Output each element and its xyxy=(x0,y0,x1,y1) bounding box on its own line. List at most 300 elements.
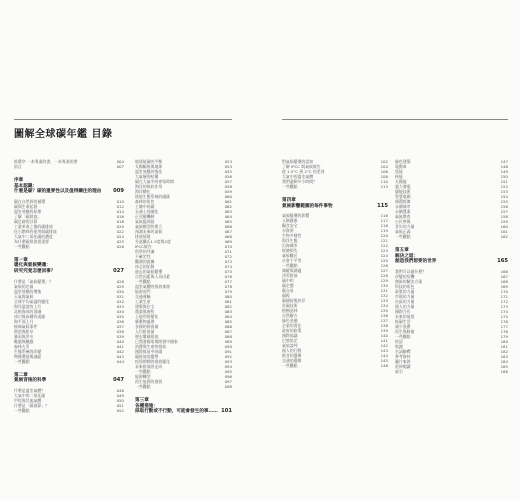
section-heading-line: 創造我們想要的世界 xyxy=(395,259,437,265)
toc-entry-page: 133 xyxy=(380,298,388,304)
section-spacer xyxy=(395,239,508,248)
toc-entry-title: 負碳技術 xyxy=(282,303,298,309)
toc-entry-page: 067 xyxy=(224,229,232,234)
toc-entry-title: 溫室效應的原理 xyxy=(14,208,42,214)
toc-entry-page: 069 xyxy=(224,239,232,244)
section-page-number: 115 xyxy=(377,202,388,209)
toc-entry-title: 國際協議 xyxy=(282,333,298,339)
toc-entry-title: 了解 IPCC 與氣候報告 xyxy=(282,164,321,169)
toc-entry-page: 136 xyxy=(380,313,388,319)
toc-entry-title: 永續農業 xyxy=(395,209,411,214)
toc-entry-page: 167 xyxy=(500,273,508,279)
toc-entry-page: 020 xyxy=(116,223,124,229)
toc-entry-page: 094 xyxy=(224,364,232,369)
toc-entry-page: 093 xyxy=(224,359,232,364)
toc-entry-title: 國際合作 xyxy=(395,308,411,314)
toc-entry-page: 030 xyxy=(116,288,124,294)
toc-entry-page: 085 xyxy=(224,319,232,324)
toc-entry xyxy=(395,234,508,239)
toc-entry-page: 173 xyxy=(500,303,508,309)
toc-entry-page: 068 xyxy=(224,234,232,239)
toc-entry-title: 建築與住宅 xyxy=(135,304,155,309)
toc-entry-title: 工業生產 xyxy=(135,299,151,304)
toc-entry-title: 生態系統的改變 xyxy=(14,348,42,354)
toc-entry-page: 152 xyxy=(500,184,508,189)
section-spacer xyxy=(14,169,124,178)
toc-entry-title: 一些觀點 xyxy=(14,358,30,364)
toc-entry-page: 178 xyxy=(500,328,508,334)
toc-entry-title: 結語 xyxy=(395,338,403,344)
toc-entry-title: 公民參與 xyxy=(395,219,411,224)
toc-entry-page: 090 xyxy=(224,344,232,349)
toc-entry-page: 146 xyxy=(380,363,388,369)
toc-entry-page: 035 xyxy=(116,313,124,319)
toc-entry-page: 148 xyxy=(500,164,508,169)
toc-entry-page: 079 xyxy=(224,289,232,294)
toc-entry-page: 155 xyxy=(500,199,508,204)
toc-entry-page: 084 xyxy=(224,314,232,319)
toc-entry-page: 026 xyxy=(116,243,124,249)
toc-entry-title: 名詞解釋 xyxy=(395,348,411,354)
toc-entry-page: 135 xyxy=(380,308,388,314)
toc-title: 圖解全球碳年鑑 目錄 xyxy=(14,129,113,140)
toc-entry-title: 減少浪費 xyxy=(395,323,411,329)
toc-entry-page: 162 xyxy=(500,234,508,239)
toc-entry-page: 086 xyxy=(224,324,232,329)
toc-entry-title: 已開發國家與開發中國家 xyxy=(135,339,178,344)
toc-entry-title: 太陽能 xyxy=(395,179,407,184)
toc-entry-page: 088 xyxy=(224,334,232,339)
toc-entry-page: 016 xyxy=(116,213,124,219)
toc-entry-title: 工業革命之後的碳排放 xyxy=(14,223,53,229)
toc-entry-page: 097 xyxy=(224,379,232,384)
toc-entry-title: 土地利用變化 xyxy=(135,314,159,319)
toc-entry-page: 186 xyxy=(500,368,508,374)
toc-entry-page: 042 xyxy=(116,348,124,354)
toc-entry-page: 132 xyxy=(380,293,388,299)
toc-entry-page: 141 xyxy=(380,338,388,344)
section-heading-line: 基本認識： xyxy=(14,183,37,189)
toc-entry xyxy=(135,384,232,389)
right-page-rule xyxy=(282,119,508,120)
toc-entry-title: 人均排放量 xyxy=(135,329,155,334)
toc-entry-page: 145 xyxy=(380,358,388,364)
section-spacer xyxy=(135,389,232,398)
toc-entry-page: 089 xyxy=(224,339,232,344)
toc-entry-title: 智慧電網 xyxy=(395,194,411,199)
toc-entry-title: 沿海城市 xyxy=(282,243,298,249)
toc-entry xyxy=(14,164,124,169)
toc-entry-title: 能源轉型 xyxy=(135,374,151,379)
toc-entry-title: 北極海冰的消融 xyxy=(14,308,42,314)
toc-entry-title: 一些觀點 xyxy=(282,363,298,369)
toc-entry-page: 117 xyxy=(380,218,388,224)
toc-entry-title: 颱風與颶風 xyxy=(14,338,34,344)
toc-entry-title: 甲烷與其他氣體 xyxy=(14,397,42,403)
toc-entry-title: 熱浪與乾旱 xyxy=(14,328,34,334)
toc-entry-title: 市場的力量 xyxy=(395,293,415,299)
toc-entry-title: 交通的選擇 xyxy=(282,358,302,364)
toc-entry-title: 氣候難民 xyxy=(282,253,298,259)
toc-entry xyxy=(14,359,124,364)
toc-section-heading xyxy=(14,178,124,195)
toc-entry-page: 091 xyxy=(224,349,232,354)
toc-entry-title: 核能 xyxy=(395,174,403,179)
toc-entry-page: 072 xyxy=(224,254,232,259)
toc-section-heading xyxy=(14,373,124,384)
toc-entry-title: 不確定性 xyxy=(135,254,151,259)
toc-section-heading xyxy=(395,248,508,265)
toc-entry-page: 032 xyxy=(116,298,124,304)
toc-entry-page: 177 xyxy=(500,323,508,329)
toc-entry-page: 036 xyxy=(116,318,124,324)
toc-entry-page: 054 xyxy=(224,164,232,169)
toc-entry-title: 碳在自然界的循環 xyxy=(14,198,46,204)
toc-entry-title: 什麼是溫室氣體？ xyxy=(14,387,46,393)
toc-entry-title: 企業的責任 xyxy=(282,323,302,329)
toc-entry-title: 太陽輻射與地球 xyxy=(135,164,163,169)
toc-entry-page: 018 xyxy=(116,218,124,224)
toc-entry-page: 121 xyxy=(380,238,388,244)
toc-entry-title: 暴雨與洪水 xyxy=(14,333,34,339)
toc-entry-title: 參考資料 xyxy=(395,353,411,359)
toc-entry-page: 029 xyxy=(116,283,124,289)
toc-entry-title: 風力發電 xyxy=(395,184,411,189)
toc-entry-title: 未來的展望 xyxy=(395,313,415,319)
toc-entry-title: 天氣與氣候 xyxy=(14,293,34,299)
toc-entry-page: 082 xyxy=(224,304,232,309)
toc-entry-title: 升溫攝氏1.5度與2度 xyxy=(135,239,171,244)
toc-entry-title: 一些觀點 xyxy=(135,384,151,389)
toc-entry-page: 075 xyxy=(224,269,232,274)
toc-entry-title: 我們還剩多少時間？ xyxy=(282,179,318,184)
section-heading-line: 採取行動或不行動，可能會發生的事…… xyxy=(135,409,218,415)
toc-entry-page: 083 xyxy=(224,309,232,314)
toc-entry-page: 183 xyxy=(500,353,508,359)
toc-entry-title: 未來排放的走向 xyxy=(135,364,163,369)
toc-entry-page: 142 xyxy=(380,343,388,349)
section-heading-line: 第一章 xyxy=(14,257,28,263)
toc-entry-title: 廢棄物處理 xyxy=(135,319,155,324)
toc-entry-title: 糧食安全 xyxy=(282,223,298,229)
toc-entry-page: 140 xyxy=(380,333,388,339)
toc-entry-page: 153 xyxy=(500,189,508,194)
toc-entry-page: 078 xyxy=(224,284,232,289)
toc-entry-page: 113 xyxy=(380,184,388,189)
toc-entry-title: 淨零排放 xyxy=(282,273,298,279)
toc-entry-title: 再生與修復 xyxy=(395,328,415,334)
toc-entry-title: 觀測的證據 xyxy=(135,259,155,264)
toc-entry-title: 再生能源的發展 xyxy=(135,379,163,384)
toc-entry-title: 巴黎協定 xyxy=(282,338,298,344)
toc-entry-title: 氣候談判 xyxy=(282,343,298,349)
toc-entry-title: 索引 xyxy=(395,368,403,374)
toc-entry-title: 什麼是「氣候變遷」？ xyxy=(14,278,53,284)
toc-entry-page: 061 xyxy=(224,199,232,204)
section-heading-line: 序章 xyxy=(14,178,24,183)
section-heading-line: 第三章 xyxy=(135,398,149,403)
toc-entry-title: 疫情期間的排放變化 xyxy=(135,359,171,364)
toc-entry-page: 127 xyxy=(380,268,388,274)
toc-entry-title: IPCC報告 xyxy=(135,244,152,249)
toc-entry-title: 全球平均氣溫的變化 xyxy=(14,298,50,304)
toc-entry-page: 073 xyxy=(224,259,232,264)
toc-entry-page: 104 xyxy=(380,164,388,169)
toc-entry-title: 政府的政策 xyxy=(282,328,302,334)
toc-entry-page: 143 xyxy=(380,348,388,354)
toc-entry-title: 自然因素與人為因素 xyxy=(135,274,171,279)
toc-entry-title: 創新的解決方案 xyxy=(395,278,423,284)
toc-entry-title: 一些觀點 xyxy=(395,234,411,239)
toc-entry-title: 社會不平等 xyxy=(282,258,302,264)
toc-entry-title: 水資源 xyxy=(282,228,294,234)
toc-entry-page: 123 xyxy=(380,248,388,254)
toc-entry-page: 092 xyxy=(224,354,232,359)
toc-entry-title: 碳排放的趨勢 xyxy=(135,354,159,359)
toc-entry-page: 081 xyxy=(224,299,232,304)
toc-entry-title: 改變的契機 xyxy=(395,273,415,279)
toc-entry-page: 080 xyxy=(224,294,232,299)
toc-entry-title: 人類健康 xyxy=(282,218,298,224)
toc-entry-page: 166 xyxy=(500,268,508,274)
toc-entry-page: 053 xyxy=(224,159,232,164)
toc-entry-title: 氣候變遷的影響 xyxy=(282,213,310,219)
toc-section-heading xyxy=(135,398,232,415)
toc-entry-title: 永凍土的融化 xyxy=(135,209,159,214)
toc-entry-title: 碳足跡的計算 xyxy=(14,218,38,224)
toc-entry-page: 048 xyxy=(116,387,124,393)
toc-entry-title: 延伸閱讀 xyxy=(395,363,411,369)
toc-entry-page: 031 xyxy=(116,293,124,299)
toc-entry-page: 180 xyxy=(500,338,508,344)
toc-entry-page: 004 xyxy=(116,159,124,164)
toc-entry-page: 010 xyxy=(116,198,124,204)
toc-entry-page: 159 xyxy=(500,219,508,224)
toc-entry-title: 大氣中二氧化碳的濃度 xyxy=(14,233,53,239)
toc-entry-page: 125 xyxy=(380,258,388,264)
toc-entry-title: 海洋生態 xyxy=(282,238,298,244)
toc-entry-title: 碳與生命起源 xyxy=(14,203,38,209)
toc-section-heading xyxy=(282,198,388,209)
left-page-rule xyxy=(14,119,232,120)
toc-entry-title: 個人的力量 xyxy=(395,303,415,309)
toc-entry-title: 森林火災 xyxy=(14,343,30,349)
toc-entry-title: 青年的力量 xyxy=(395,224,415,229)
toc-entry-title: 氣候教育 xyxy=(395,214,411,219)
toc-entry-title: 國際貿易中的碳 xyxy=(135,349,163,354)
toc-column-4 xyxy=(395,159,508,374)
toc-entry-page: 172 xyxy=(500,298,508,304)
toc-entry-title: 海洋溫度的上升 xyxy=(14,303,42,309)
toc-entry-title: 能源部門 xyxy=(135,289,151,294)
toc-entry-page: 050 xyxy=(116,397,124,403)
toc-entry-title: 大氣層的結構 xyxy=(135,174,159,179)
toc-entry-title: 電動車 xyxy=(395,164,407,169)
toc-entry-title: 預測未來的氣候 xyxy=(135,229,163,234)
section-heading-line: 各種措施： xyxy=(135,403,158,409)
toc-entry-page: 158 xyxy=(500,214,508,219)
toc-entry-page: 122 xyxy=(380,243,388,249)
toc-entry-page: 043 xyxy=(116,353,124,359)
toc-entry-title: 推薦序 一本專業的書，一本專業的書 xyxy=(14,159,78,164)
toc-entry-title: 自然解方 xyxy=(282,313,298,319)
section-page-number: 027 xyxy=(113,267,124,274)
toc-entry-title: 冰芯的紀錄 xyxy=(135,264,155,269)
toc-entry-page: 044 xyxy=(116,358,124,364)
toc-entry-page: 038 xyxy=(116,328,124,334)
toc-entry-page: 170 xyxy=(500,288,508,294)
toc-entry-title: 從 1.5°C 到 2°C 的差別 xyxy=(282,169,325,174)
toc-entry-title: 歷史累積排放 xyxy=(135,334,159,339)
toc-entry-title: 海平面上升 xyxy=(14,318,34,324)
toc-entry-page: 171 xyxy=(500,293,508,299)
toc-entry-page: 176 xyxy=(500,318,508,324)
toc-entry-title: 氣候模型的建立 xyxy=(135,224,163,229)
toc-column-2 xyxy=(135,159,232,415)
toc-entry-page: 151 xyxy=(500,179,508,184)
toc-entry-title: 我們可以做什麼？ xyxy=(395,268,427,274)
toc-entry-title: 一些觀點 xyxy=(395,333,411,339)
toc-entry-title: 森林的角色 xyxy=(135,199,155,204)
toc-entry-title: 大氣中的溫室氣體 xyxy=(282,174,314,179)
toc-entry-title: 各國的排放量 xyxy=(135,324,159,329)
toc-entry-title: 極端氣候事件 xyxy=(14,323,38,329)
toc-entry-title: 減緩與調適 xyxy=(282,268,302,274)
toc-entry-page: 131 xyxy=(380,288,388,294)
toc-entry-title: 海洋的吸收作用 xyxy=(135,184,163,189)
toc-entry-title: 儲能技術 xyxy=(395,189,411,194)
toc-entry-title: 碳定價 xyxy=(282,283,294,289)
toc-entry-title: 經濟損失 xyxy=(282,248,298,254)
toc-entry-page: 066 xyxy=(224,224,232,229)
toc-entry-page: 062 xyxy=(224,204,232,209)
toc-entry-page: 022 xyxy=(116,228,124,234)
toc-entry-title: 致謝 xyxy=(395,343,403,349)
toc-entry-title: 正回饋機制 xyxy=(135,214,155,219)
toc-entry-page: 098 xyxy=(224,384,232,389)
toc-entry-title: 社區的力量 xyxy=(395,298,415,304)
toc-entry-title: 消費與生產的排放 xyxy=(135,344,167,349)
toc-entry-page: 139 xyxy=(380,328,388,334)
toc-entry-page: 161 xyxy=(500,229,508,234)
section-heading-line: 暖化與氣候變遷： xyxy=(14,263,51,269)
toc-entry-page: 128 xyxy=(380,273,388,279)
toc-entry-page: 074 xyxy=(224,264,232,269)
section-heading-line: 研究究竟怎麼回事？ xyxy=(14,268,56,274)
toc-entry xyxy=(282,184,388,189)
toc-entry-title: 化石燃料的使用與碳排放 xyxy=(14,228,57,234)
toc-entry-page: 065 xyxy=(224,219,232,224)
toc-entry-page: 025 xyxy=(116,238,124,244)
toc-entry-page: 129 xyxy=(380,278,388,284)
toc-entry-page: 076 xyxy=(224,274,232,279)
toc-entry-title: 陸地生態系統的碳匯 xyxy=(135,194,171,199)
toc-entry-title: 低碳生活 xyxy=(395,318,411,324)
toc-entry-title: 圖片來源 xyxy=(395,358,411,364)
toc-entry-page: 055 xyxy=(224,169,232,174)
toc-entry-page: 124 xyxy=(380,253,388,259)
toc-entry-page: 130 xyxy=(380,283,388,289)
toc-entry-page: 051 xyxy=(116,402,124,408)
toc-entry-page: 007 xyxy=(116,164,124,169)
toc-entry-title: 物種遷徙與滅絕 xyxy=(14,353,42,359)
toc-entry-page: 057 xyxy=(224,179,232,184)
toc-entry-page: 182 xyxy=(500,348,508,354)
toc-entry-title: 永續城市 xyxy=(395,204,411,209)
toc-entry-page: 108 xyxy=(380,174,388,179)
toc-entry-page: 064 xyxy=(224,214,232,219)
section-heading-line: 第四章 xyxy=(282,198,296,203)
toc-entry-page: 039 xyxy=(116,333,124,339)
section-heading-line: 第五章 xyxy=(395,248,409,253)
toc-entry-title: 碳在大氣中的停留時間 xyxy=(135,179,174,184)
toc-entry-page: 150 xyxy=(500,174,508,179)
toc-entry-title: 海洋酸化 xyxy=(135,189,151,194)
toc-entry-title: 為什麼碳排放很重要 xyxy=(14,238,50,244)
toc-entry-page: 184 xyxy=(500,358,508,364)
toc-column-1 xyxy=(14,159,124,413)
toc-entry-title: 碳稅 xyxy=(282,293,290,299)
toc-entry-page: 040 xyxy=(116,338,124,344)
toc-entry xyxy=(282,363,388,368)
toc-entry-title: 溫室氣體的排放來源 xyxy=(135,284,171,289)
section-heading-line: 氣候影響範圍的每件事物 xyxy=(282,203,333,209)
toc-entry-page: 179 xyxy=(500,333,508,339)
toc-entry-page: 087 xyxy=(224,329,232,334)
section-page-number: 101 xyxy=(221,408,232,415)
toc-entry-page: 134 xyxy=(380,303,388,309)
toc-entry-page: 012 xyxy=(116,203,124,209)
toc-entry-page: 095 xyxy=(224,369,232,374)
toc-entry xyxy=(395,369,508,374)
toc-entry-page: 056 xyxy=(224,174,232,179)
toc-entry-title: 溫室效應的強化 xyxy=(135,169,163,174)
toc-entry-title: 一些觀點 xyxy=(14,407,30,413)
toc-entry-title: 一些觀點 xyxy=(135,279,151,284)
toc-entry-page: 060 xyxy=(224,194,232,199)
section-spacer xyxy=(14,249,124,258)
toc-entry-page: 169 xyxy=(500,283,508,289)
toc-entry-title: 地球能量的平衡 xyxy=(135,159,163,164)
toc-entry-title: 對氣候變遷的認知 xyxy=(282,159,314,164)
section-page-number: 165 xyxy=(497,258,508,265)
toc-entry-page: 024 xyxy=(116,233,124,239)
toc-entry-page: 034 xyxy=(116,308,124,314)
toc-entry-page: 102 xyxy=(380,159,388,164)
toc-section-heading xyxy=(14,258,124,275)
toc-entry-title: 氣候臨界點 xyxy=(135,219,155,224)
toc-entry-page: 028 xyxy=(116,278,124,284)
toc-entry-title: 生物多樣性 xyxy=(282,233,302,239)
toc-entry-title: 綠色建築 xyxy=(395,159,411,164)
toc-entry-title: 大氣中的二氧化碳 xyxy=(14,392,46,398)
toc-entry-page: 181 xyxy=(500,343,508,349)
toc-entry-page: 137 xyxy=(380,318,388,324)
section-heading-line: 第二章 xyxy=(14,372,28,378)
toc-entry-title: 了解「碳排放」 xyxy=(14,213,42,219)
toc-entry-page: 116 xyxy=(380,213,388,219)
toc-entry-title: 農業與畜牧 xyxy=(135,309,155,314)
section-heading-line: 解決之道： xyxy=(395,253,418,259)
toc-entry-page: 138 xyxy=(380,323,388,329)
toc-entry-page: 147 xyxy=(500,159,508,164)
toc-entry-title: 一些觀點 xyxy=(14,243,30,249)
toc-entry-title: 碳交易 xyxy=(282,288,294,294)
toc-entry-title: 溫室效應的增強 xyxy=(14,288,42,294)
toc-entry-page: 052 xyxy=(116,407,124,413)
toc-entry-title: 循環經濟 xyxy=(395,199,411,204)
toc-entry-page: 033 xyxy=(116,303,124,309)
